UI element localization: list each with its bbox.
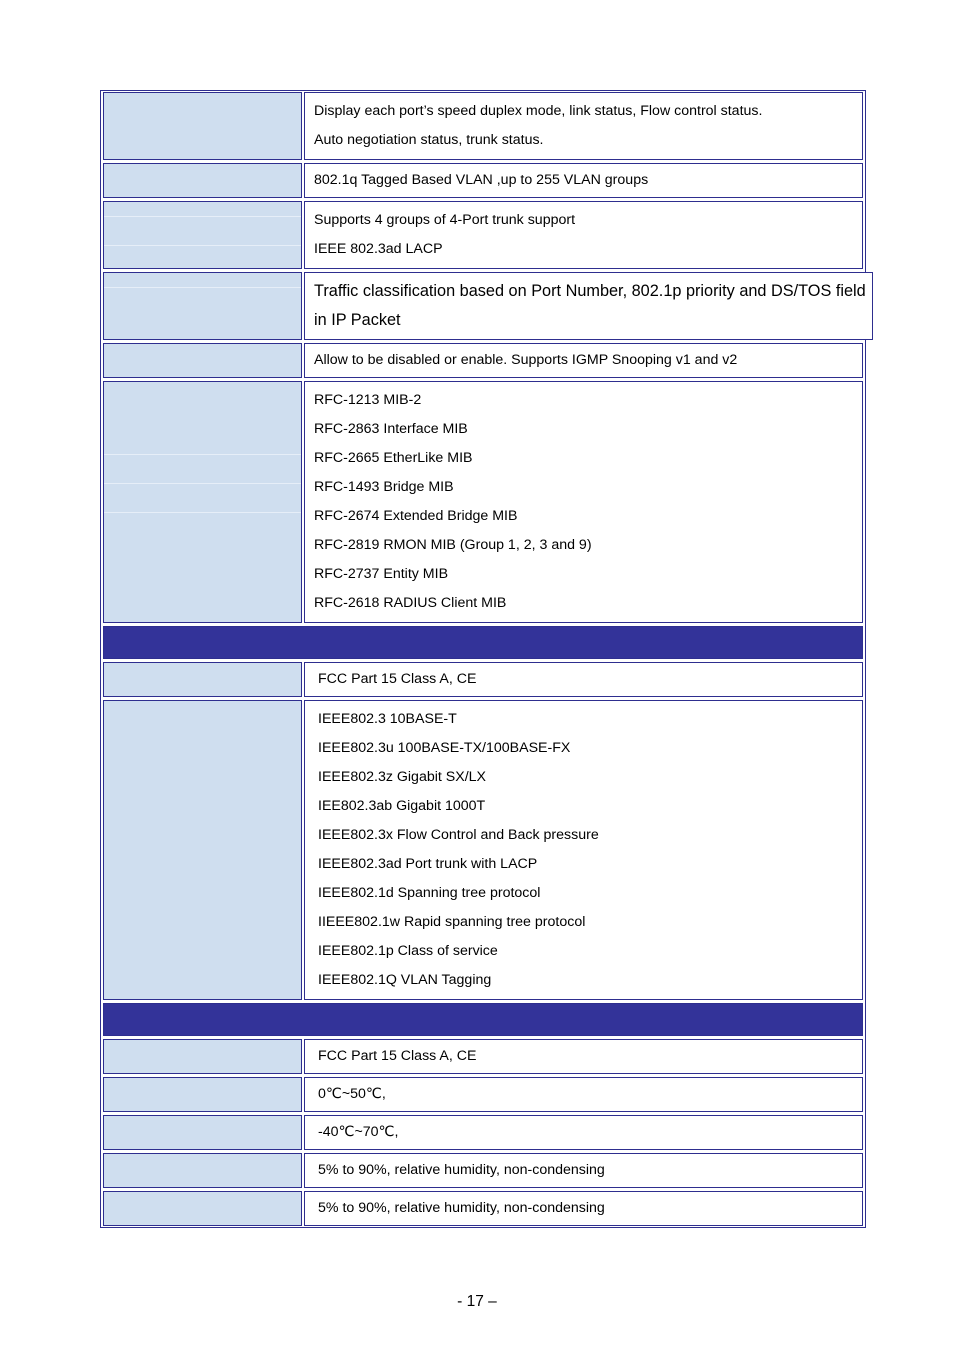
spec-row-regulatory xyxy=(103,1039,863,1074)
spec-value-cell xyxy=(304,662,863,697)
label-divider xyxy=(104,512,301,513)
spec-value-cell xyxy=(304,700,863,1000)
spec-label-cell xyxy=(103,163,302,198)
spec-label-cell xyxy=(103,662,302,697)
label-divider xyxy=(104,245,301,246)
spec-text: IEEE802.1Q VLAN Tagging xyxy=(318,972,492,988)
spec-text: RFC-2863 Interface MIB xyxy=(314,421,468,437)
page-number: - 17 – xyxy=(457,1293,497,1310)
spec-text: IEEE802.3u 100BASE-TX/100BASE-FX xyxy=(318,740,571,756)
spec-text: RFC-2665 EtherLike MIB xyxy=(314,450,473,466)
spec-text: 5% to 90%, relative humidity, non-condensing xyxy=(318,1200,605,1216)
section-header-bar xyxy=(103,626,863,659)
spec-label-cell xyxy=(103,201,302,269)
spec-text: Display each port’s speed duplex mode, link status, Flow control status. xyxy=(314,103,763,119)
spec-text: IEEE 802.3ad LACP xyxy=(314,241,443,257)
spec-text: Allow to be disabled or enable. Supports IGMP Snooping v1 and v2 xyxy=(314,352,738,368)
spec-text: IEEE802.1p Class of service xyxy=(318,943,498,959)
spec-label-cell xyxy=(103,1077,302,1112)
spec-row-mib xyxy=(103,381,863,623)
spec-value-cell xyxy=(304,1039,863,1074)
spec-text: RFC-1213 MIB-2 xyxy=(314,392,422,408)
spec-label-cell xyxy=(103,1191,302,1226)
label-divider xyxy=(104,454,301,455)
spec-row-storage-temp xyxy=(103,1115,863,1150)
spec-text: RFC-2618 RADIUS Client MIB xyxy=(314,595,507,611)
spec-value-cell xyxy=(304,272,873,340)
spec-text: 802.1q Tagged Based VLAN ,up to 255 VLAN groups xyxy=(314,172,649,188)
spec-text: FCC Part 15 Class A, CE xyxy=(318,671,477,687)
section-header-bar xyxy=(103,1003,863,1036)
spec-text: IEE802.3ab Gigabit 1000T xyxy=(318,798,486,814)
spec-row-emi xyxy=(103,662,863,697)
spec-row-standards xyxy=(103,700,863,1000)
spec-value-cell xyxy=(304,1153,863,1188)
spec-label-cell xyxy=(103,1153,302,1188)
label-divider xyxy=(104,287,301,288)
spec-text: IEEE802.3z Gigabit SX/LX xyxy=(318,769,486,785)
spec-value-cell xyxy=(304,201,863,269)
spec-text: FCC Part 15 Class A, CE xyxy=(318,1048,477,1064)
spec-text: RFC-2819 RMON MIB (Group 1, 2, 3 and 9) xyxy=(314,537,592,553)
spec-text: RFC-1493 Bridge MIB xyxy=(314,479,454,495)
spec-label-cell xyxy=(103,700,302,1000)
spec-value-cell xyxy=(304,1077,863,1112)
spec-row-port-status xyxy=(103,92,863,160)
spec-label-cell xyxy=(103,92,302,160)
spec-row-qos xyxy=(103,272,866,340)
label-divider xyxy=(104,483,301,484)
spec-label-cell xyxy=(103,381,302,623)
spec-text: IIEEE802.1w Rapid spanning tree protocol xyxy=(318,914,586,930)
spec-text: Auto negotiation status, trunk status. xyxy=(314,132,544,148)
label-divider xyxy=(104,216,301,217)
spec-row-igmp xyxy=(103,343,863,378)
spec-text: in IP Packet xyxy=(314,311,401,329)
spec-value-cell xyxy=(304,1115,863,1150)
spec-row-vlan xyxy=(103,163,863,198)
spec-row-operating-temp xyxy=(103,1077,863,1112)
spec-text: Traffic classification based on Port Number, 802.1p priority and DS/TOS field xyxy=(314,282,866,300)
spec-row-operating-humidity xyxy=(103,1153,863,1188)
spec-text: IEEE802.1d Spanning tree protocol xyxy=(318,885,541,901)
spec-text: 5% to 90%, relative humidity, non-condensing xyxy=(318,1162,605,1178)
spec-text: 0℃~50℃, xyxy=(318,1086,386,1102)
specifications-table xyxy=(100,90,866,1228)
spec-value-cell xyxy=(304,1191,863,1226)
spec-text: Supports 4 groups of 4-Port trunk support xyxy=(314,212,576,228)
spec-value-cell xyxy=(304,381,863,623)
spec-text: IEEE802.3x Flow Control and Back pressure xyxy=(318,827,599,843)
spec-row-storage-humidity xyxy=(103,1191,863,1226)
spec-label-cell xyxy=(103,1039,302,1074)
spec-text: IEEE802.3 10BASE-T xyxy=(318,711,457,727)
spec-value-cell xyxy=(304,343,863,378)
spec-value-cell xyxy=(304,163,863,198)
spec-row-trunk xyxy=(103,201,863,269)
spec-label-cell xyxy=(103,343,302,378)
spec-label-cell xyxy=(103,272,302,340)
spec-value-cell xyxy=(304,92,863,160)
spec-text: RFC-2674 Extended Bridge MIB xyxy=(314,508,518,524)
spec-text: -40℃~70℃, xyxy=(318,1124,399,1140)
spec-label-cell xyxy=(103,1115,302,1150)
spec-text: IEEE802.3ad Port trunk with LACP xyxy=(318,856,538,872)
spec-text: RFC-2737 Entity MIB xyxy=(314,566,449,582)
